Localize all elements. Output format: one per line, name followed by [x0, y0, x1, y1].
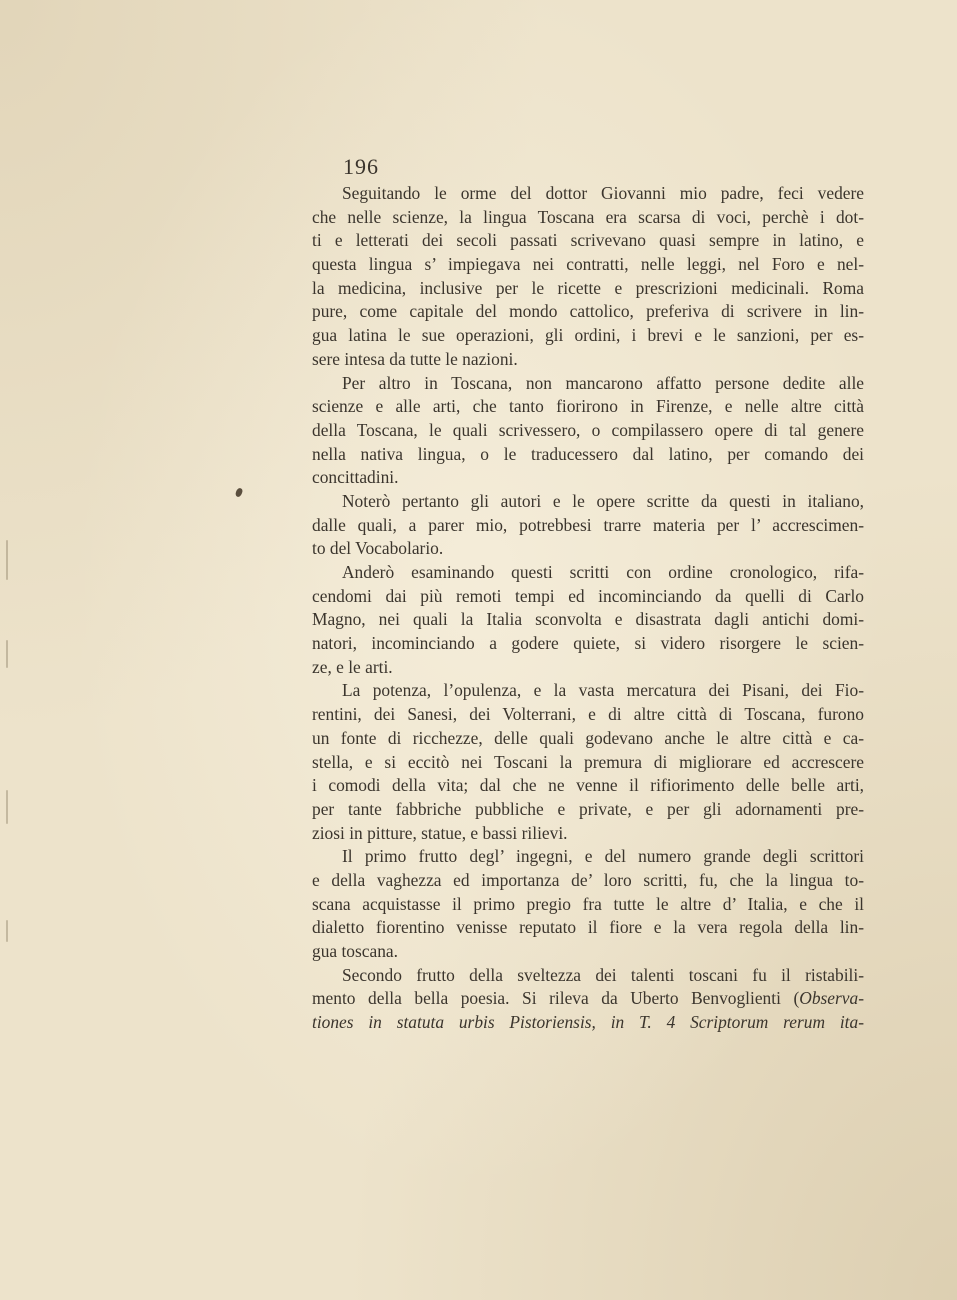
- page-edge-mark: [6, 790, 8, 824]
- text-line: scienze e alle arti, che tanto fiorirono in Firenze, e nelle altre città: [312, 396, 864, 417]
- text-line: ti e letterati dei secoli passati scrivevano quasi sempre in latino, e: [312, 230, 864, 251]
- text-line: nella nativa lingua, o le traducessero dal latino, per comando dei: [312, 443, 864, 464]
- text-italic-fragment: Observa-: [799, 988, 864, 1009]
- text-line: Noterò pertanto gli autori e le opere scritte da questi in italiano,: [342, 490, 864, 511]
- text-line: scana acquistasse il primo pregio fra tutte le altre d’ Italia, e che il: [312, 893, 864, 914]
- text-line: la medicina, inclusive per le ricette e prescrizioni medicinali. Roma: [312, 277, 864, 298]
- paragraph-1: [312, 182, 864, 372]
- text-line: dialetto fiorentino venisse reputato il fiore e la vera regola della lin-: [312, 917, 864, 938]
- text-line-italic: tiones in statuta urbis Pistoriensis, in T. 4 Scriptorum rerum ita-: [312, 1012, 864, 1033]
- text-line: Secondo frutto della sveltezza dei talenti toscani fu il ristabili-: [342, 964, 864, 985]
- paragraph-3: [312, 490, 864, 561]
- text-line: Per altro in Toscana, non mancarono affatto persone dedite alle: [342, 372, 864, 393]
- text-line: La potenza, l’opulenza, e la vasta mercatura dei Pisani, dei Fio-: [342, 680, 864, 701]
- text-line: Il primo frutto degl’ ingegni, e del numero grande degli scrittori: [342, 846, 864, 867]
- text-line: un fonte di ricchezze, delle quali godevano anche le altre città e ca-: [312, 727, 864, 748]
- page-edge-mark: [6, 920, 8, 942]
- text-line: gua toscana.: [312, 941, 398, 961]
- text-line: rentini, dei Sanesi, dei Volterrani, e di altre città di Toscana, furono: [312, 704, 864, 725]
- paragraph-2: [312, 372, 864, 490]
- text-line: per tante fabbriche pubbliche e private, e per gli adornamenti pre-: [312, 798, 864, 819]
- text-line: sere intesa da tutte le nazioni.: [312, 348, 518, 369]
- text-line: stella, e si eccitò nei Toscani la premura di migliorare ed accrescere: [312, 751, 864, 772]
- body-text: [312, 182, 864, 1035]
- paragraph-6: [312, 845, 864, 963]
- paragraph-4: [312, 561, 864, 679]
- text-line: to del Vocabolario.: [312, 538, 444, 559]
- text-line: Anderò esaminando questi scritti con ordine cronologico, rifa-: [342, 562, 864, 582]
- paragraph-7: [312, 964, 864, 1035]
- text-line: natori, incominciando a godere quiete, si videro risorgere le scien-: [312, 633, 864, 654]
- text-line: concittadini.: [312, 467, 399, 488]
- text-roman-fragment: mento della bella poesia. Si rileva da Uberto Benvoglienti (: [312, 988, 800, 1009]
- page-edge-mark: [6, 540, 8, 580]
- text-line: questa lingua s’ impiegava nei contratti, nelle leggi, nel Foro e nel-: [312, 254, 864, 275]
- text-line: Seguitando le orme del dottor Giovanni mio padre, feci vedere: [342, 183, 864, 203]
- text-line: e della vaghezza ed importanza de’ loro scritti, fu, che la lingua to-: [312, 869, 864, 890]
- page-edge-mark: [6, 640, 8, 668]
- text-line: gua latina le sue operazioni, gli ordini, i brevi e le sanzioni, per es-: [312, 325, 864, 346]
- text-line: ziosi in pitture, statue, e bassi rilievi.: [312, 822, 568, 843]
- text-line: i comodi della vita; dal che ne venne il rifiorimento delle belle arti,: [312, 775, 864, 796]
- text-line: ze, e le arti.: [312, 656, 393, 677]
- page-number: 196: [343, 154, 379, 179]
- text-line: Magno, nei quali la Italia sconvolta e disastrata dagli antichi domi-: [312, 609, 864, 630]
- text-line: della Toscana, le quali scrivessero, o compilassero opere di tal genere: [312, 419, 864, 440]
- text-line: dalle quali, a parer mio, potrebbesi trarre materia per l’ accrescimen-: [312, 514, 864, 535]
- text-line-mixed: [312, 987, 864, 1011]
- ink-blot: [235, 487, 244, 498]
- paragraph-5: [312, 679, 864, 845]
- text-line: che nelle scienze, la lingua Toscana era scarsa di voci, perchè i dot-: [312, 206, 864, 227]
- text-line: cendomi dai più remoti tempi ed incominciando da quelli di Carlo: [312, 585, 864, 606]
- text-line: pure, come capitale del mondo cattolico, preferiva di scrivere in lin-: [312, 301, 864, 322]
